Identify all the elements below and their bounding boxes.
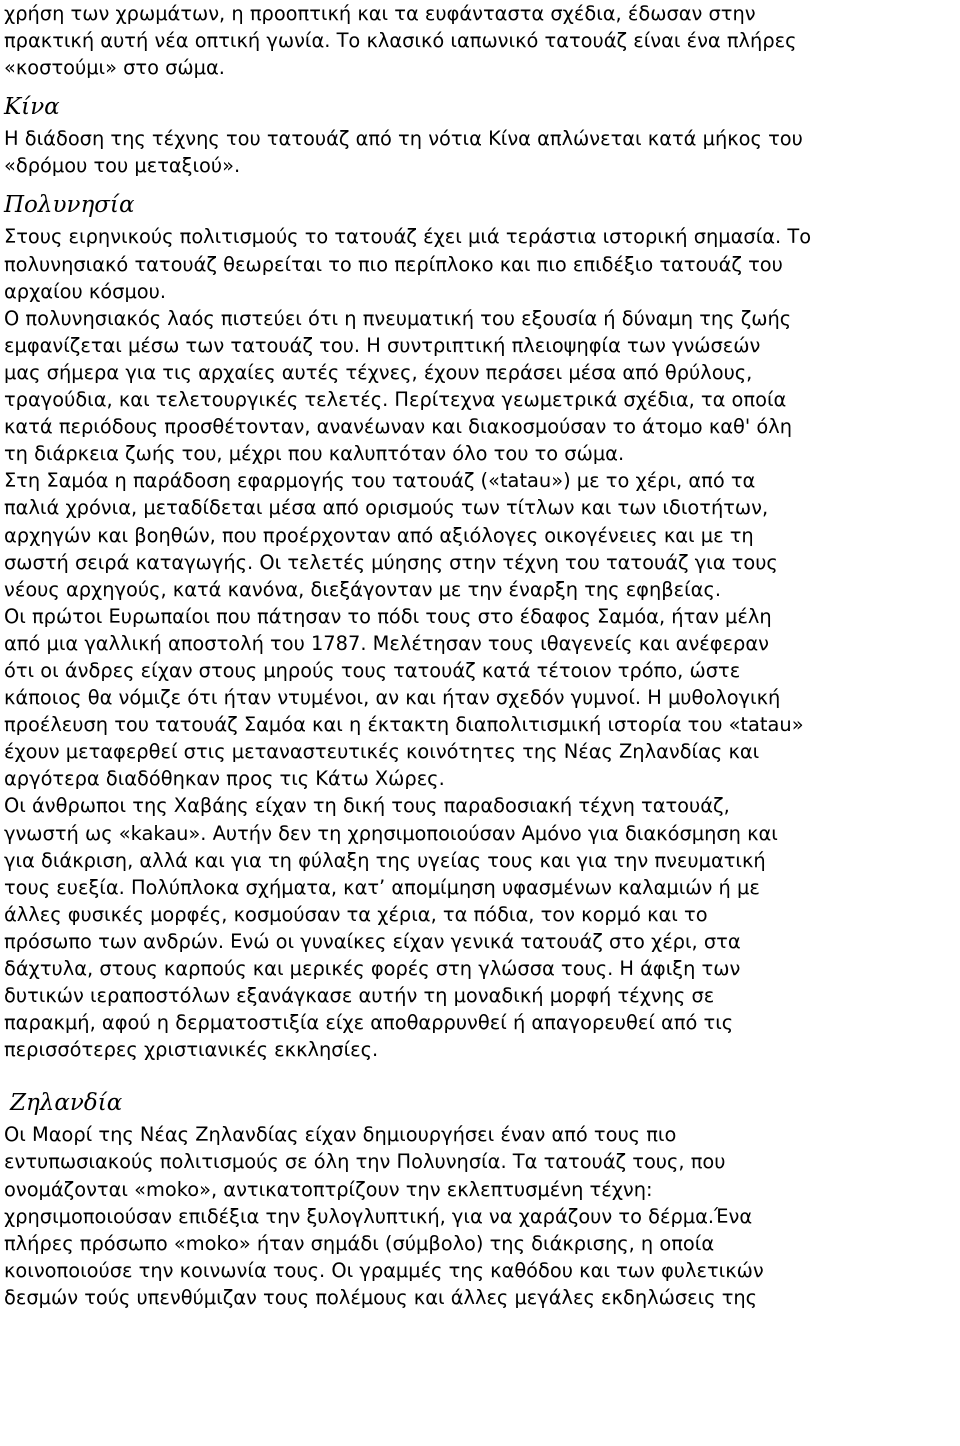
section-0 [4,0,954,81]
text-line: αρχηγών και βοηθών, που προέρχονταν από αξιόλογες οικογένειες και με τη [4,523,754,547]
text-line: Οι πρώτοι Ευρωπαίοι που πάτησαν το πόδι τους στο έδαφος Σαμόα, ήταν μέλη [4,604,772,628]
text-line: προέλευση του τατουάζ Σαμόα και η έκτακτη διαπολιτισμική ιστορία του «tatau» [4,713,804,737]
text-line: Οι Μαορί της Νέας Ζηλανδίας είχαν δημιουργήσει έναν από τους πιο [4,1123,677,1147]
text-line: πλήρες πρόσωπο «moko» ήταν σημάδι (σύμβολο) της διάκρισης, η οποία [4,1231,715,1255]
text-line: έχουν μεταφερθεί στις μεταναστευτικές κοινότητες της Νέας Ζηλανδίας και [4,740,760,764]
text-line: πρόσωπο των ανδρών. Ενώ οι γυναίκες είχαν γενικά τατουάζ στο χέρι, στα [4,929,741,953]
text-line: σωστή σειρά καταγωγής. Οι τελετές μύησης στην τέχνη του τατουάζ για τους [4,550,778,574]
text-line: κάποιος θα νόμιζε ότι ήταν ντυμένοι, αν και ήταν σχεδόν γυμνοί. Η μυθολογική [4,686,781,710]
text-line: Η διάδοση της τέχνης του τατουάζ από τη νότια Κίνα απλώνεται κατά μήκος του [4,127,803,151]
text-line: τους ευεξία. Πολύπλοκα σχήματα, κατ’ απομίμηση υφασμένων καλαμιών ή με [4,875,760,899]
text-line: για διάκριση, αλλά και για τη φύλαξη της υγείας τους και για την πνευματική [4,848,766,872]
text-line: από μια γαλλική αποστολή του 1787. Μελέτησαν τους ιθαγενείς και ανέφεραν [4,631,769,655]
text-line: γνωστή ως «kakau». Αυτήν δεν τη χρησιμοποιούσαν Αμόνο για διακόσμηση και [4,821,778,845]
text-line: χρήση των χρωμάτων, η προοπτική και τα ευφάνταστα σχέδια, έδωσαν στην [4,2,756,25]
text-line: χρησιμοποιούσαν επιδέξια την ξυλογλυπτική, για να χαράζουν το δέρμα.Ένα [4,1204,753,1228]
heading-polynesia: Πολυνησία [4,192,135,219]
text-line: ότι οι άνδρες είχαν στους μηρούς τους τατουάζ κατά τέτοιον τρόπο, ώστε [4,658,741,682]
text-line: αρχαίου κόσμου. [4,279,167,303]
text-line: «κοστούμι» στο σώμα. [4,56,225,80]
text-line: δάχτυλα, στους καρπούς και μερικές φορές στη γλώσσα τους. Η άφιξη των [4,957,741,980]
text-line: τη διάρκεια ζωής του, μέχρι που καλυπτόταν όλο του το σώμα. [4,442,625,466]
heading-zealand: Ζηλανδία [10,1090,123,1117]
text-line: κοινοποιούσε την κοινωνία τους. Οι γραμμές της καθόδου και των φυλετικών [4,1258,764,1282]
text-line: Στη Σαμόα η παράδοση εφαρμογής του τατουάζ («tatau») με το χέρι, από τα [4,469,756,493]
section-1 [4,81,954,179]
text-line: πρακτική αυτή νέα οπτική γωνία. Το κλασικό ιαπωνικό τατουάζ είναι ένα πλήρες [4,29,797,53]
text-line: εμφανίζεται μέσω των τατουάζ του. Η συντριπτική πλειοψηφία των γνώσεών [4,333,761,357]
text-line: «δρόμου του μεταξιού». [4,154,241,178]
text-line: Στους ειρηνικούς πολιτισμούς το τατουάζ έχει μιά τεράστια ιστορική σημασία. Το [4,225,812,249]
text-line: ονομάζονται «moko», αντικατοπτρίζουν την εκλεπτυσμένη τέχνη: [4,1177,653,1201]
section-3 [4,1063,954,1311]
text-line: μας σήμερα για τις αρχαίες αυτές τέχνες, έχουν περάσει μέσα από θρύλους, [4,360,753,384]
text-line: παρακμή, αφού η δερματοστιξία είχε αποθαρρυνθεί ή απαγορευθεί από τις [4,1011,734,1035]
document-page [4,0,954,1311]
text-line: περισσότερες χριστιανικές εκκλησίες. [4,1038,379,1062]
text-line: Οι άνθρωποι της Χαβάης είχαν τη δική τους παραδοσιακή τέχνη τατουάζ, [4,794,730,818]
text-line: δεσμών τούς υπενθύμιζαν τους πολέμους και άλλες μεγάλες εκδηλώσεις της [4,1285,758,1309]
text-line: κατά περιόδους προσθέτονταν, ανανέωναν και διακοσμούσαν το άτομο καθ' όλη [4,415,793,439]
text-line: Ο πολυνησιακός λαός πιστεύει ότι η πνευματική του εξουσία ή δύναμη της ζωής [4,306,792,330]
text-line: εντυπωσιακούς πολιτισμούς σε όλη την Πολυνησία. Τα τατουάζ τους, που [4,1150,726,1174]
text-line: τραγούδια, και τελετουργικές τελετές. Περίτεχνα γεωμετρικά σχέδια, τα οποία [4,388,787,412]
text-line: νέους αρχηγούς, κατά κανόνα, διεξάγονταν με την έναρξη της εφηβείας. [4,577,722,601]
text-line: άλλες φυσικές μορφές, κοσμούσαν τα χέρια, τα πόδια, τον κορμό και το [4,902,708,926]
text-line: δυτικών ιεραποστόλων εξανάγκασε αυτήν τη μοναδική μορφή τέχνης σε [4,984,715,1008]
text-line: αργότερα διαδόθηκαν προς τις Κάτω Χώρες. [4,767,445,791]
section-2 [4,179,954,1063]
text-line: παλιά χρόνια, μεταδίδεται μέσα από ορισμούς των τίτλων και των ιδιοτήτων, [4,496,769,520]
text-line: πολυνησιακό τατουάζ θεωρείται το πιο περίπλοκο και πιο επιδέξιο τατουάζ του [4,252,783,276]
heading-kina: Κίνα [4,94,60,121]
